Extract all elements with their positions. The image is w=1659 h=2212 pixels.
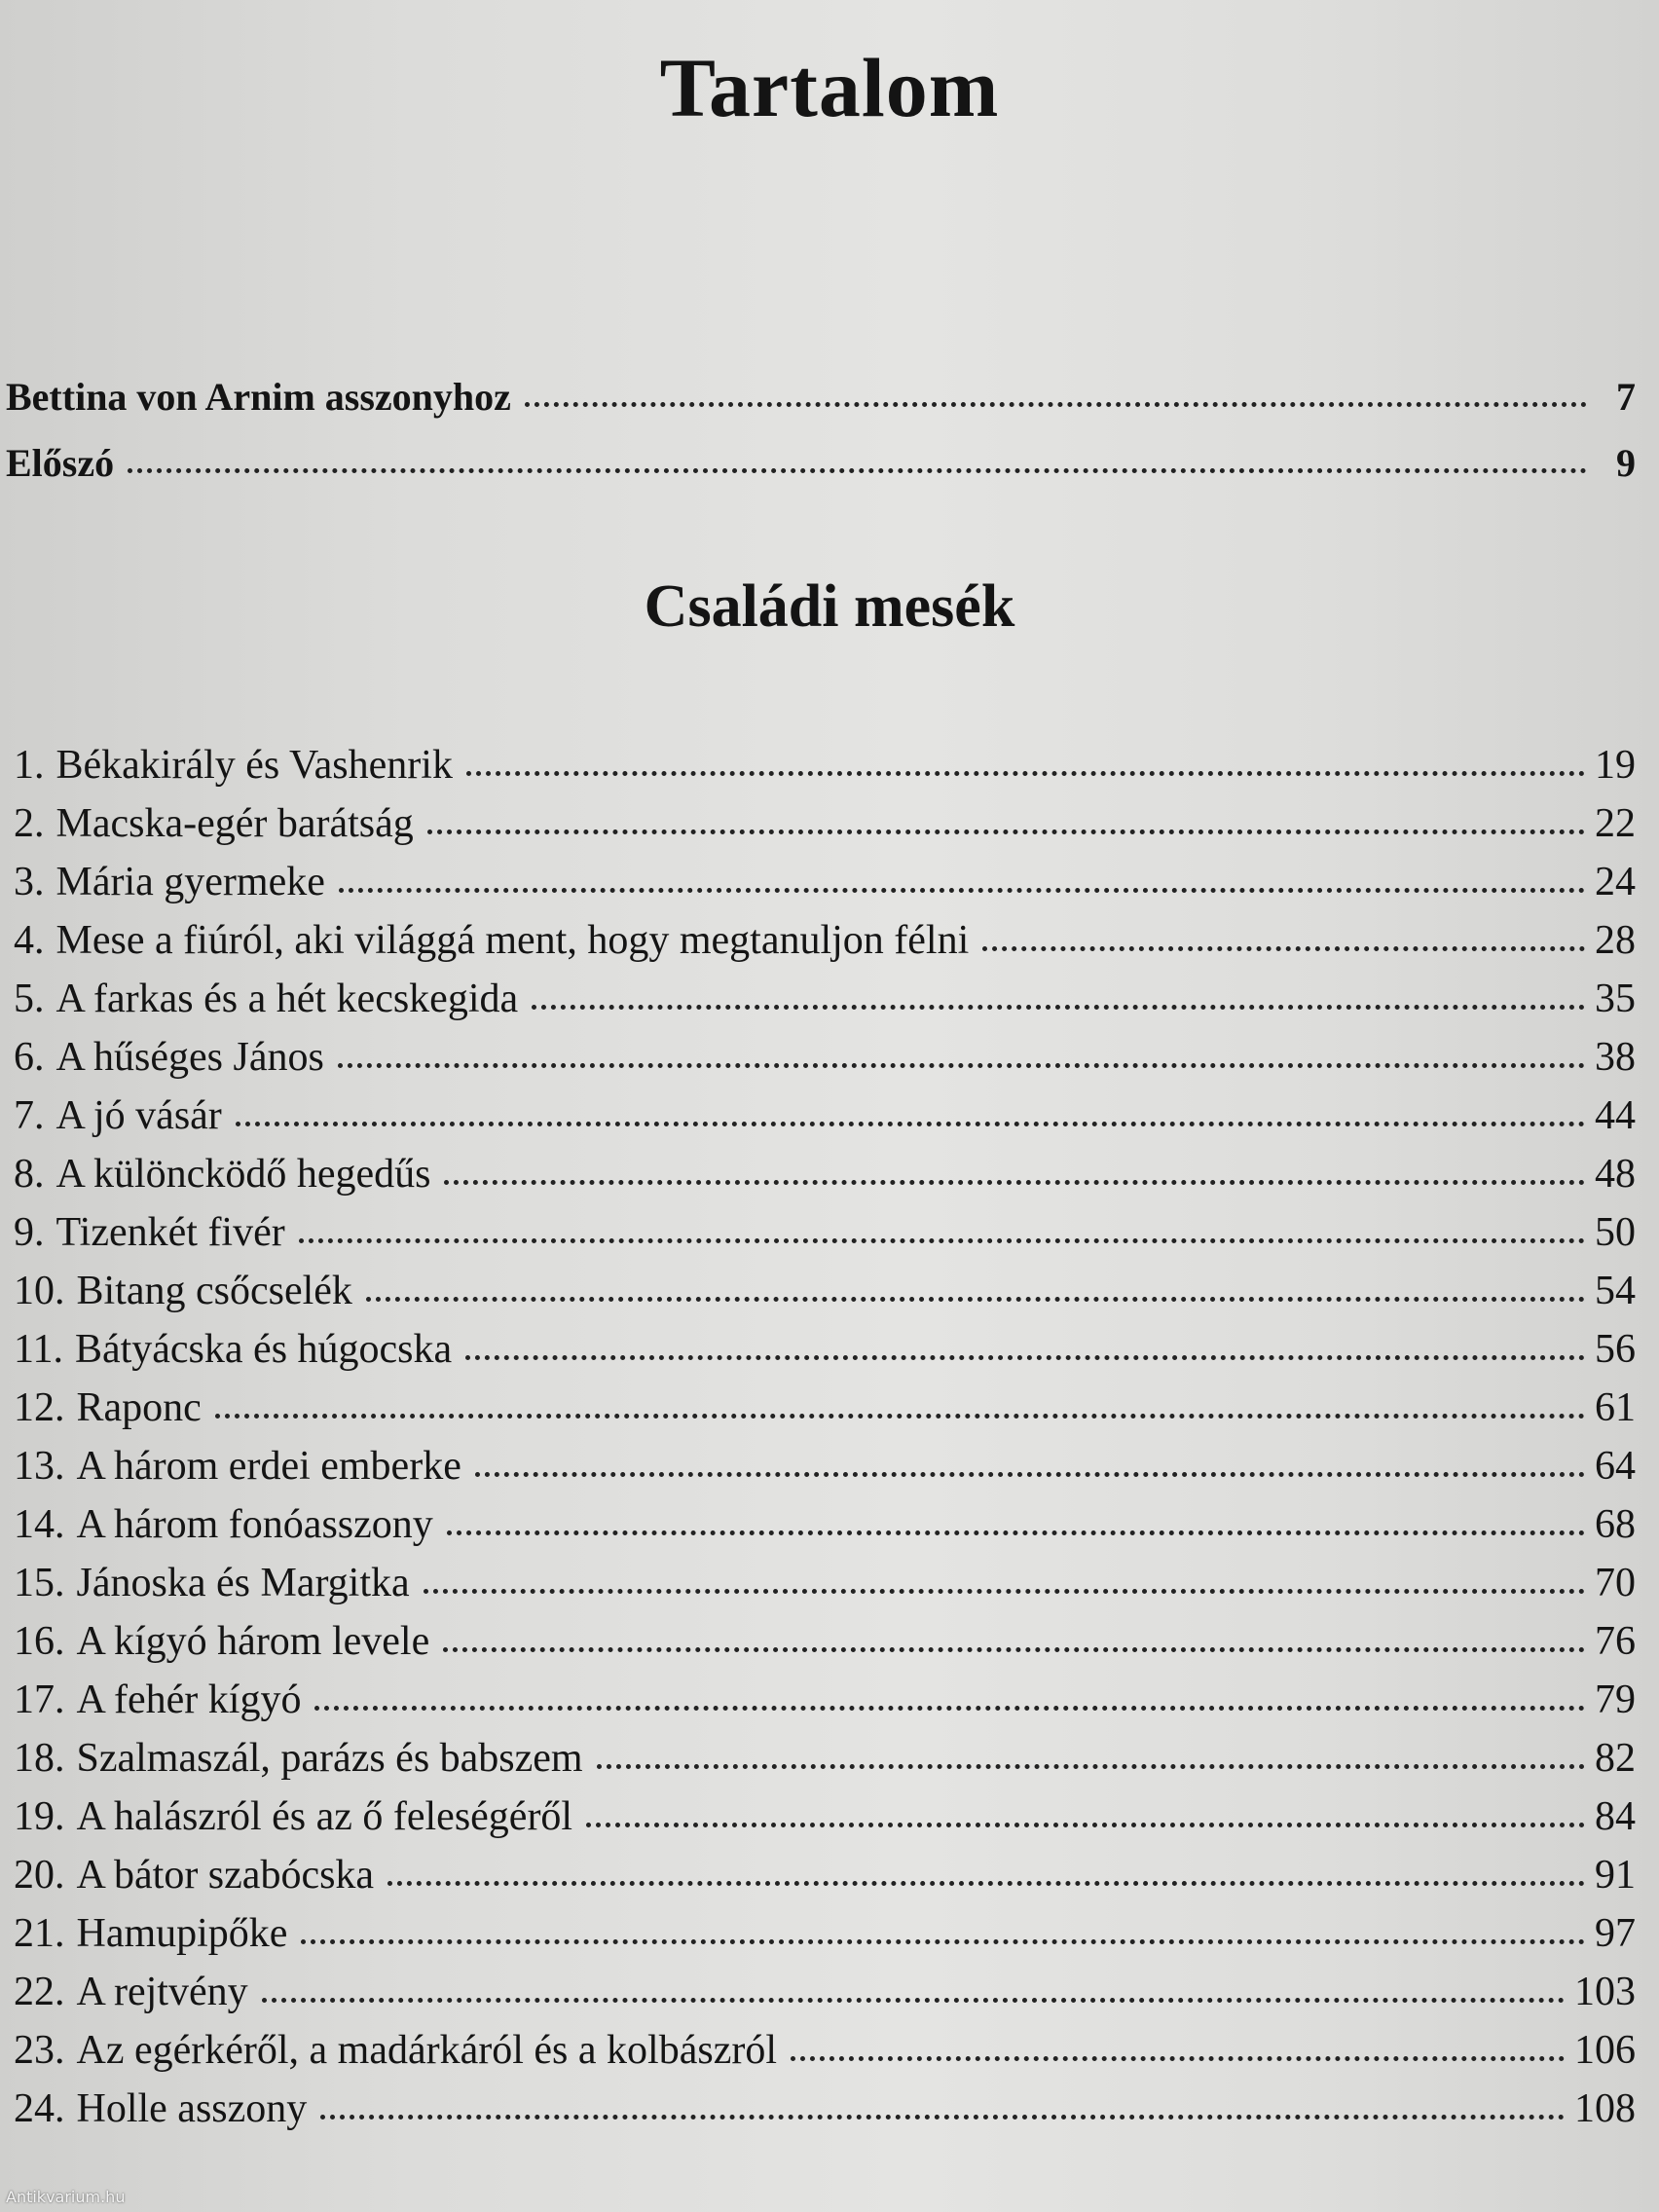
dot-leader [791, 2056, 1565, 2061]
toc-entry [0, 1545, 1659, 1604]
toc-entry-number: 2. [14, 801, 45, 846]
tale-list [0, 727, 1659, 2129]
toc-entry-page: 9 [1616, 441, 1636, 485]
toc-entry-title: A halászról és az ő feleségéről [76, 1794, 573, 1839]
toc-entry-number: 18. [14, 1736, 65, 1781]
toc-entry-page: 64 [1595, 1444, 1636, 1489]
toc-entry-page: 24 [1595, 860, 1636, 904]
toc-entry-title: Tizenkét fivér [55, 1210, 285, 1255]
toc-entry [0, 844, 1659, 903]
toc-entry-title: A jó vásár [55, 1093, 222, 1138]
toc-entry-number: 1. [14, 743, 45, 788]
toc-entry-page: 56 [1595, 1327, 1636, 1372]
section-title: Családi mesék [644, 573, 1015, 640]
toc-entry [0, 1136, 1659, 1195]
toc-entry-page: 103 [1574, 1970, 1636, 2014]
toc-entry [0, 1720, 1659, 1779]
toc-entry [0, 1428, 1659, 1487]
dot-leader [299, 1238, 1585, 1243]
toc-entry-title: Hamupipőke [76, 1911, 288, 1956]
toc-entry-page: 7 [1616, 375, 1636, 419]
toc-entry-title: Jánoska és Margitka [76, 1561, 410, 1605]
toc-entry [0, 1370, 1659, 1428]
toc-entry [0, 1954, 1659, 2012]
toc-entry-title: Bitang csőcselék [76, 1269, 352, 1313]
dot-leader [236, 1122, 1585, 1126]
toc-entry [0, 727, 1659, 786]
toc-entry-page: 106 [1574, 2028, 1636, 2073]
toc-entry-page: 54 [1595, 1269, 1636, 1313]
toc-entry-title: Macska-egér barátság [55, 801, 414, 846]
toc-entry-page: 91 [1595, 1853, 1636, 1898]
toc-entry-title: A három erdei emberke [76, 1444, 461, 1489]
dot-leader [424, 1589, 1585, 1594]
toc-entry-page: 48 [1595, 1152, 1636, 1197]
toc-entry [0, 2071, 1659, 2129]
toc-entry [0, 961, 1659, 1019]
toc-entry [0, 2012, 1659, 2071]
toc-entry-number: 5. [14, 977, 45, 1021]
dot-leader [339, 888, 1585, 893]
toc-entry [0, 1195, 1659, 1253]
dot-leader [366, 1297, 1585, 1302]
toc-entry-title: A hűséges János [55, 1035, 324, 1080]
dot-leader [466, 771, 1585, 776]
toc-entry-page: 44 [1595, 1093, 1636, 1138]
toc-entry [0, 417, 1659, 483]
toc-entry-number: 24. [14, 2086, 65, 2131]
toc-entry-number: 12. [14, 1385, 65, 1430]
toc-entry-number: 10. [14, 1269, 65, 1313]
toc-entry-title: Bátyácska és húgocska [74, 1327, 453, 1372]
toc-entry-title: A fehér kígyó [76, 1677, 302, 1722]
dot-leader [586, 1823, 1585, 1827]
toc-entry [0, 1779, 1659, 1837]
dot-leader [314, 1706, 1585, 1711]
toc-entry-number: 8. [14, 1152, 45, 1197]
toc-entry-title: A rejtvény [76, 1970, 248, 2014]
toc-entry-title: A farkas és a hét kecskegida [55, 977, 519, 1021]
toc-entry [0, 1019, 1659, 1078]
toc-entry-number: 6. [14, 1035, 45, 1080]
dot-leader [475, 1472, 1585, 1477]
toc-entry-page: 79 [1595, 1677, 1636, 1722]
toc-entry [0, 1253, 1659, 1311]
toc-entry [0, 350, 1659, 417]
dot-leader [427, 830, 1585, 834]
toc-entry-title: A bátor szabócska [76, 1853, 375, 1898]
toc-entry-number: 3. [14, 860, 45, 904]
toc-entry [0, 1896, 1659, 1954]
page-title: Tartalom [659, 41, 1000, 134]
toc-entry-number: 14. [14, 1502, 65, 1547]
toc-entry [0, 786, 1659, 844]
toc-entry-number: 11. [14, 1327, 63, 1372]
toc-entry-page: 68 [1595, 1502, 1636, 1547]
watermark: Antikvarium.hu [6, 2188, 126, 2206]
toc-entry-title: Az egérkéről, a madárkáról és a kolbászról [76, 2028, 777, 2073]
toc-entry [0, 903, 1659, 961]
toc-entry-number: 16. [14, 1619, 65, 1664]
dot-leader [532, 1005, 1585, 1010]
dot-leader [597, 1764, 1585, 1769]
toc-entry-number: 21. [14, 1911, 65, 1956]
dot-leader [465, 1355, 1585, 1360]
toc-entry-page: 61 [1595, 1385, 1636, 1430]
toc-entry-title: Holle asszony [76, 2086, 308, 2131]
toc-entry-page: 82 [1595, 1736, 1636, 1781]
dot-leader [443, 1647, 1585, 1652]
toc-entry-title: Előszó [6, 441, 115, 485]
toc-entry-title: Mese a fiúról, aki világgá ment, hogy megtanuljon félni [55, 918, 970, 963]
toc-entry-number: 17. [14, 1677, 65, 1722]
toc-entry [0, 1487, 1659, 1545]
toc-entry-page: 76 [1595, 1619, 1636, 1664]
dot-leader [215, 1414, 1585, 1419]
toc-entry-title: A három fonóasszony [76, 1502, 433, 1547]
toc-entry-number: 15. [14, 1561, 65, 1605]
toc-entry [0, 1662, 1659, 1720]
toc-entry-page: 50 [1595, 1210, 1636, 1255]
dot-leader [301, 1939, 1585, 1944]
toc-entry [0, 1311, 1659, 1370]
toc-entry-number: 20. [14, 1853, 65, 1898]
toc-entry-title: Raponc [76, 1385, 202, 1430]
toc-entry-page: 97 [1595, 1911, 1636, 1956]
dot-leader [338, 1063, 1585, 1068]
toc-entry-page: 28 [1595, 918, 1636, 963]
toc-entry [0, 1078, 1659, 1136]
front-matter-list [0, 350, 1659, 483]
dot-leader [128, 468, 1587, 473]
toc-entry-page: 108 [1574, 2086, 1636, 2131]
toc-entry-number: 7. [14, 1093, 45, 1138]
dot-leader [444, 1180, 1585, 1185]
dot-leader [387, 1881, 1585, 1886]
toc-entry-number: 13. [14, 1444, 65, 1489]
toc-entry-title: Békakirály és Vashenrik [55, 743, 453, 788]
toc-entry-number: 9. [14, 1210, 45, 1255]
toc-entry-title: Bettina von Arnim asszonyhoz [6, 375, 511, 419]
toc-entry [0, 1604, 1659, 1662]
toc-entry-number: 4. [14, 918, 45, 963]
toc-entry-page: 19 [1595, 743, 1636, 788]
toc-entry-title: A különcködő hegedűs [55, 1152, 431, 1197]
toc-entry [0, 1837, 1659, 1896]
toc-entry-title: Szalmaszál, parázs és babszem [76, 1736, 583, 1781]
toc-entry-title: A kígyó három levele [76, 1619, 430, 1664]
dot-leader [982, 946, 1585, 951]
toc-entry-page: 38 [1595, 1035, 1636, 1080]
toc-entry-page: 22 [1595, 801, 1636, 846]
dot-leader [447, 1530, 1585, 1535]
toc-entry-page: 35 [1595, 977, 1636, 1021]
toc-entry-number: 22. [14, 1970, 65, 2014]
toc-entry-title: Mária gyermeke [55, 860, 325, 904]
dot-leader [525, 402, 1587, 407]
toc-entry-number: 23. [14, 2028, 65, 2073]
toc-entry-number: 19. [14, 1794, 65, 1839]
toc-entry-page: 84 [1595, 1794, 1636, 1839]
dot-leader [320, 2115, 1565, 2120]
dot-leader [262, 1998, 1565, 2003]
toc-entry-page: 70 [1595, 1561, 1636, 1605]
